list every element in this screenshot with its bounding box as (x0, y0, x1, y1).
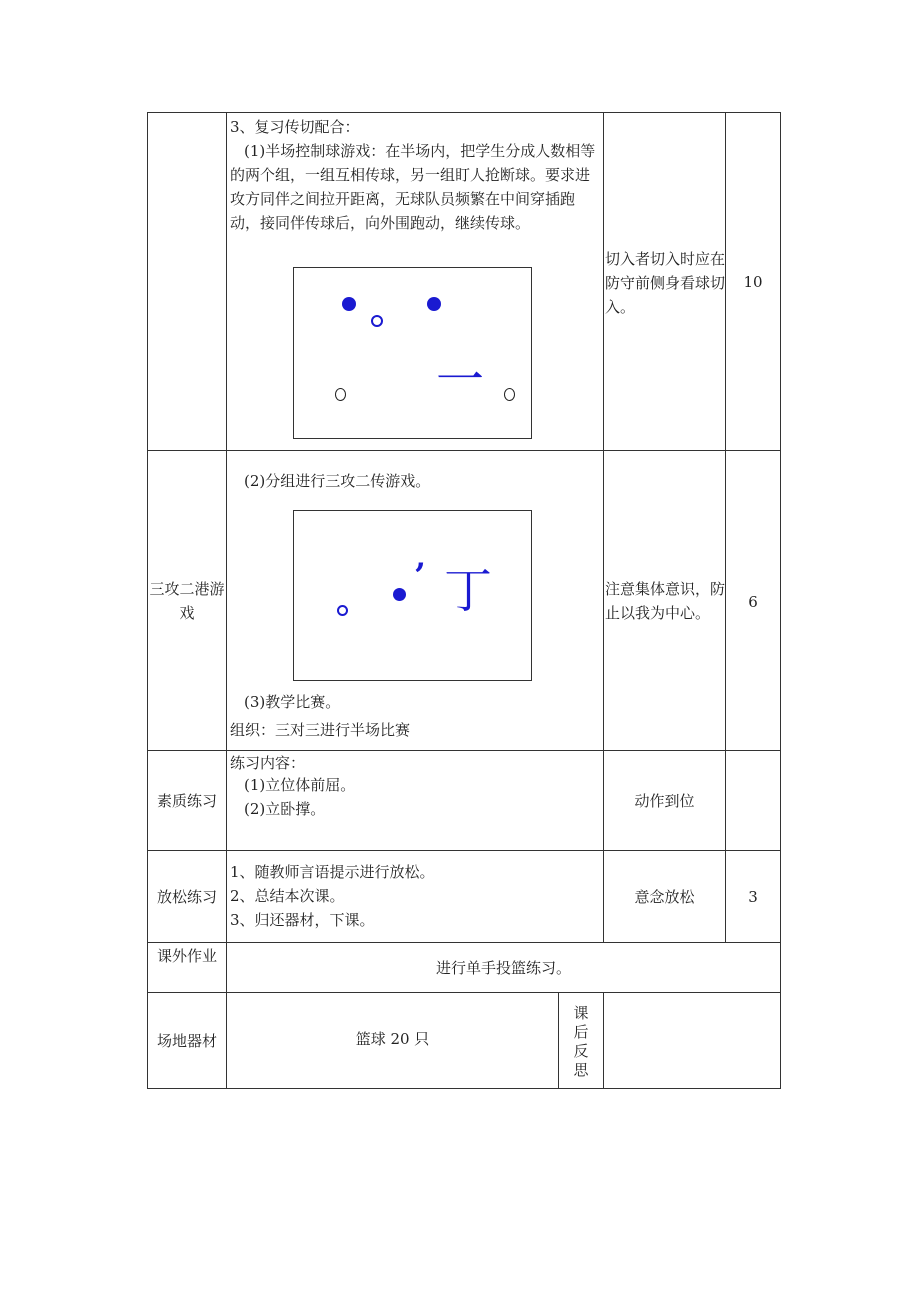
column-divider (558, 992, 559, 1089)
three-two-note: 注意集体意识，防止以我为中心。 (605, 580, 726, 622)
pass-route-mark: ’ (414, 556, 426, 596)
fitness-item-2: (2)立卧撑。 (244, 800, 326, 818)
column-divider (226, 112, 227, 1089)
three-two-diagram (293, 510, 532, 681)
row-divider (147, 850, 781, 851)
relax-item-3: 3、归还器材，下课。 (230, 911, 375, 929)
table-border-bottom (147, 1088, 781, 1089)
fitness-item-1: (1)立位体前屈。 (244, 776, 356, 794)
passing-paragraph: (1)半场控制球游戏：在半场内，把学生分成人数相等的两个组，一组互相传球，另一组盯人抢断球。要求进攻方同伴之间拉开距离，无球队员频繁在中间穿插跑动，接同伴传球后，向外围跑动，继续传球。 (230, 142, 596, 232)
relax-label: 放松练习 (156, 888, 217, 906)
relax-item-1: 1、随教师言语提示进行放松。 (230, 863, 435, 881)
fitness-note: 动作到位 (634, 792, 695, 810)
equipment-label: 场地器材 (156, 1032, 217, 1050)
row-divider (147, 942, 781, 943)
passing-heading: 3、复习传切配合： (230, 118, 360, 136)
pass-route-mark: 一 (436, 352, 485, 408)
attacker-marker (427, 297, 441, 311)
three-two-label: 三攻二港游戏 (149, 580, 225, 622)
attacker-marker (342, 297, 356, 311)
row-divider (147, 992, 781, 993)
table-border-right (780, 112, 781, 1089)
table-border-left (147, 112, 148, 1089)
three-two-line1: (2)分组进行三攻二传游戏。 (244, 472, 431, 490)
column-divider (603, 992, 604, 1089)
defender-marker (371, 315, 383, 327)
column-divider (725, 112, 726, 943)
column-divider (603, 112, 604, 943)
three-two-minutes: 6 (748, 593, 758, 611)
three-two-line2: (3)教学比赛。 (244, 693, 341, 711)
table-border-top (147, 112, 781, 113)
fitness-label: 素质练习 (156, 792, 217, 810)
three-two-line3: 组织：三对三进行半场比赛 (230, 721, 411, 739)
half-court-diagram (293, 267, 532, 439)
attacker-marker (393, 588, 406, 601)
relax-item-2: 2、总结本次课。 (230, 887, 345, 905)
passing-minutes: 10 (743, 273, 763, 291)
defender-marker (337, 605, 348, 616)
player-marker (335, 388, 346, 401)
reflection-label: 课后反思 (573, 1004, 589, 1079)
row-divider (147, 450, 781, 451)
relax-note: 意念放松 (634, 888, 695, 906)
fitness-title: 练习内容： (230, 754, 306, 772)
cut-route-mark: 丁 (444, 563, 493, 619)
passing-note: 切入者切入时应在防守前侧身看球切入。 (605, 250, 726, 316)
homework-content: 进行单手投篮练习。 (435, 959, 571, 977)
equipment-content: 篮球 20 只 (355, 1030, 430, 1048)
relax-minutes: 3 (748, 888, 758, 906)
homework-label: 课外作业 (156, 947, 217, 965)
player-marker (504, 388, 515, 401)
